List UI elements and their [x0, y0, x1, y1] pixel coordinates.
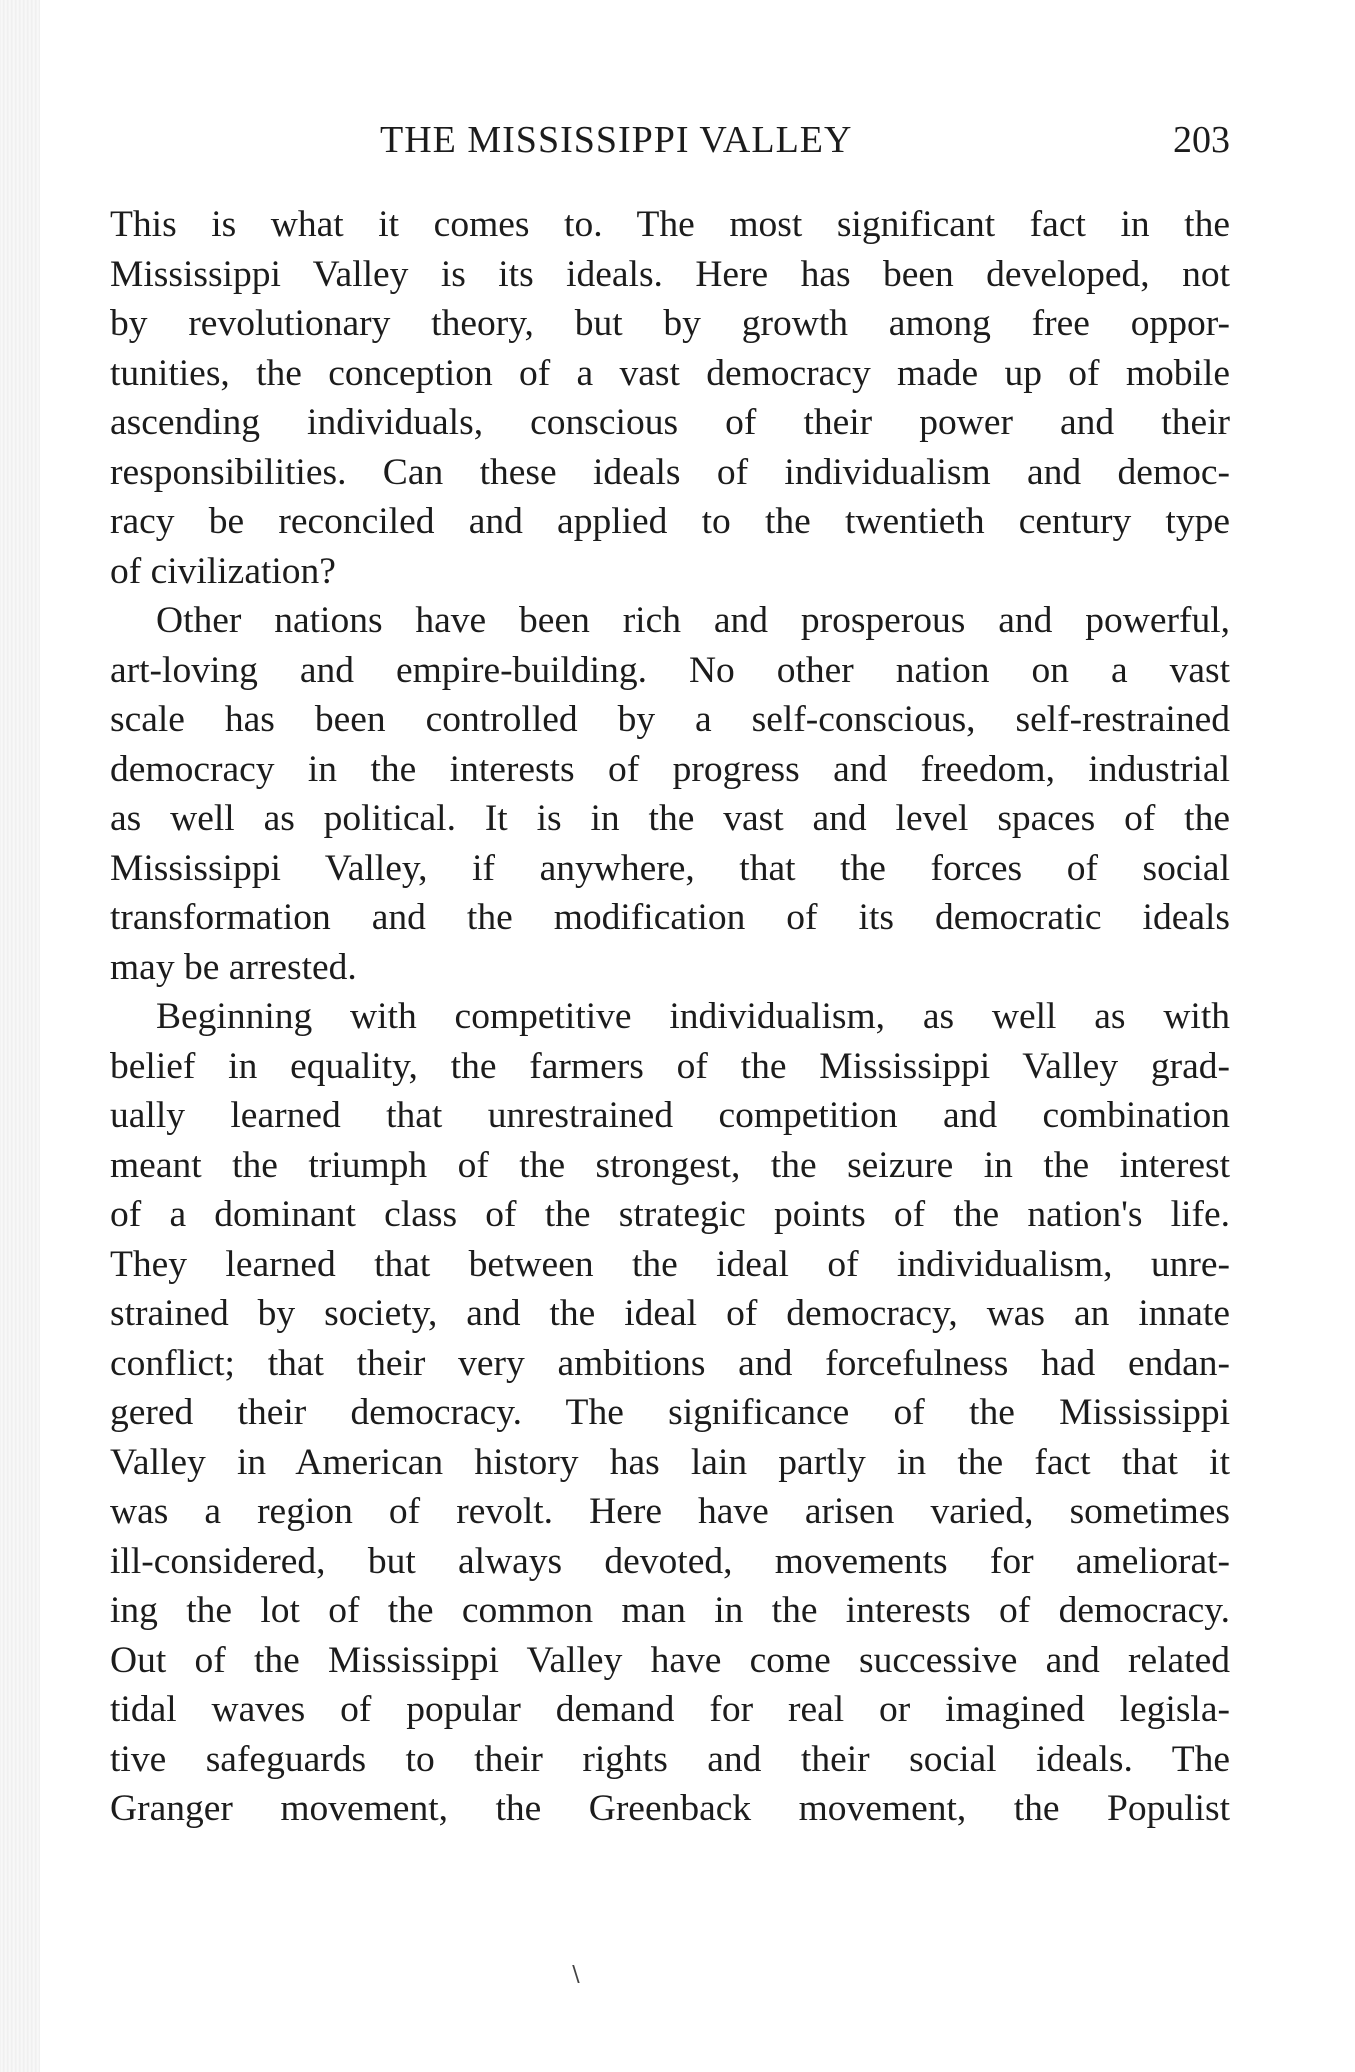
- text-line: racy be reconciled and applied to the twentieth century type: [110, 501, 1230, 542]
- paragraph-3: [110, 992, 1230, 1834]
- text-line: as well as political. It is in the vast and level spaces of the: [110, 798, 1230, 839]
- text-line: meant the triumph of the strongest, the seizure in the interest: [110, 1144, 1230, 1186]
- text-line: tive safeguards to their rights and their social ideals. The: [110, 1738, 1230, 1780]
- text-line: ill-considered, but always devoted, movements for ameliorat-: [110, 1540, 1230, 1582]
- text-line: Beginning with competitive individualism, as well as with: [156, 996, 1230, 1037]
- text-line: gered their democracy. The significance of the Mississippi: [110, 1392, 1230, 1433]
- text-line: This is what it comes to. The most significant fact in the: [110, 204, 1230, 245]
- text-line: art-loving and empire-building. No other nation on a vast: [110, 649, 1230, 691]
- running-header: [110, 118, 1230, 178]
- text-line: Mississippi Valley, if anywhere, that the forces of social: [110, 847, 1230, 889]
- text-line: was a region of revolt. Here have arisen varied, sometimes: [110, 1491, 1230, 1532]
- stray-ink-mark: ∖: [568, 1962, 583, 1987]
- scan-edge-shading: [0, 0, 40, 2072]
- paragraph-1: [110, 200, 1230, 596]
- text-line: ascending individuals, conscious of their power and their: [110, 402, 1230, 443]
- running-title: THE MISSISSIPPI VALLEY: [380, 119, 853, 161]
- text-line: of a dominant class of the strategic points of the nation's life.: [110, 1194, 1230, 1235]
- text-line: Out of the Mississippi Valley have come successive and related: [110, 1639, 1230, 1681]
- text-line: Other nations have been rich and prosperous and powerful,: [156, 600, 1230, 641]
- text-line: tunities, the conception of a vast democracy made up of mobile: [110, 352, 1230, 394]
- text-line: Mississippi Valley is its ideals. Here has been developed, not: [110, 253, 1230, 295]
- text-line: conflict; that their very ambitions and forcefulness had endan-: [110, 1342, 1230, 1384]
- page-number: 203: [1173, 119, 1230, 161]
- text-line: of civilization?: [110, 550, 336, 592]
- book-page: [110, 118, 1230, 1834]
- body-text: [110, 200, 1230, 1834]
- text-line: Granger movement, the Greenback movement, the Populist: [110, 1788, 1230, 1829]
- text-line: belief in equality, the farmers of the Mississippi Valley grad-: [110, 1045, 1230, 1087]
- text-line: scale has been controlled by a self-conscious, self-restrained: [110, 699, 1230, 740]
- text-line: transformation and the modification of its democratic ideals: [110, 897, 1230, 938]
- text-line: responsibilities. Can these ideals of individualism and democ-: [110, 451, 1230, 493]
- text-line: Valley in American history has lain partly in the fact that it: [110, 1441, 1230, 1483]
- text-line: They learned that between the ideal of individualism, unre-: [110, 1243, 1230, 1285]
- text-line: may be arrested.: [110, 946, 357, 988]
- text-line: democracy in the interests of progress and freedom, industrial: [110, 748, 1230, 790]
- text-line: by revolutionary theory, but by growth among free oppor-: [110, 303, 1230, 344]
- text-line: strained by society, and the ideal of democracy, was an innate: [110, 1293, 1230, 1334]
- text-line: ually learned that unrestrained competition and combination: [110, 1095, 1230, 1136]
- paragraph-2: [110, 596, 1230, 992]
- text-line: ing the lot of the common man in the interests of democracy.: [110, 1590, 1230, 1631]
- text-line: tidal waves of popular demand for real or imagined legisla-: [110, 1689, 1230, 1730]
